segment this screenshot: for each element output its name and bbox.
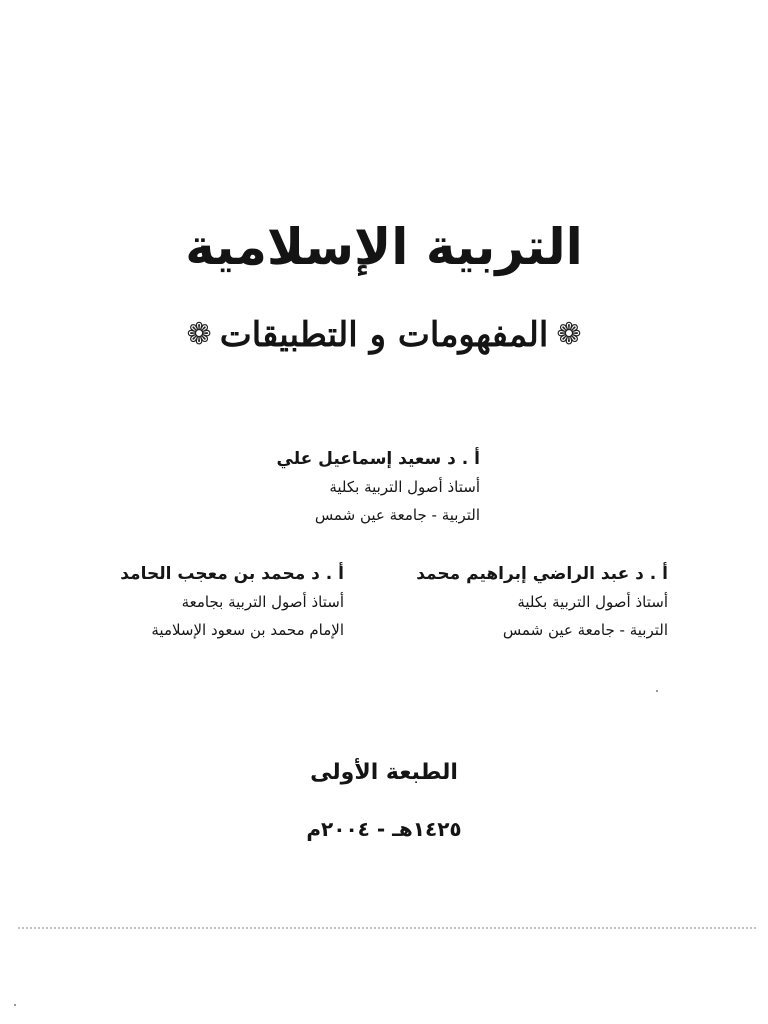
author-name: أ . د عبد الراضي إبراهيم محمد <box>416 564 668 584</box>
author-affiliation-line: الإمام محمد بن سعود الإسلامية <box>151 621 344 639</box>
author-affiliation-line: أستاذ أصول التربية بكلية <box>517 593 668 611</box>
author-affiliation-line: التربية - جامعة عين شمس <box>314 506 480 524</box>
author-block-1 <box>220 445 480 529</box>
ornament-right-icon: ❁ <box>556 317 582 352</box>
author-block-2 <box>388 560 668 644</box>
scan-speck <box>656 690 658 692</box>
book-title: التربية الإسلامية <box>185 218 583 276</box>
book-subtitle: المفهومات و التطبيقات <box>219 315 549 355</box>
publication-date: ١٤٢٥هـ - ٢٠٠٤م <box>306 817 462 841</box>
edition-label: الطبعة الأولى <box>310 760 458 785</box>
author-affiliation-line: أستاذ أصول التربية بجامعة <box>181 593 344 611</box>
scan-artifact-line <box>18 927 758 929</box>
author-name: أ . د سعيد إسماعيل علي <box>276 449 480 469</box>
subtitle-row <box>0 310 768 360</box>
ornament-left-icon: ❁ <box>186 317 212 352</box>
scan-speck <box>14 1004 16 1006</box>
author-affiliation-line: التربية - جامعة عين شمس <box>502 621 668 639</box>
author-affiliation-line: أستاذ أصول التربية بكلية <box>329 478 480 496</box>
author-name: أ . د محمد بن معجب الحامد <box>120 564 344 584</box>
author-block-3 <box>64 560 344 644</box>
